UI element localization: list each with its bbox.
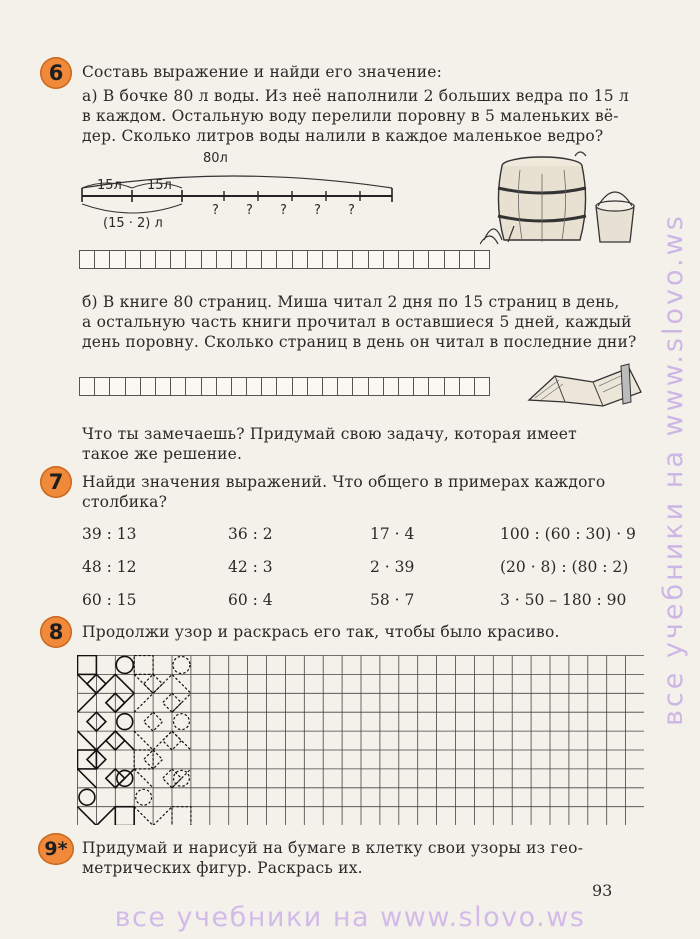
task-6a-line-3: дер. Сколько литров воды налили в каждое маленькое ведро? [82,127,604,145]
expression: 17 · 4 [370,525,415,543]
answer-cell[interactable] [444,377,460,396]
answer-cell[interactable] [201,377,217,396]
bottom-watermark: все учебники на www.slovo.ws [114,902,586,933]
task-8-text: Продолжи узор и раскрась его так, чтобы было красиво. [82,623,560,641]
task-6-question-line-1: Что ты замечаешь? Придумай свою задачу, которая имеет [82,425,577,443]
task-6b-line-3: день поровну. Сколько страниц в день он читал в последние дни? [82,333,637,351]
answer-cell[interactable] [246,250,262,269]
answer-cell[interactable] [383,377,399,396]
answer-cell[interactable] [383,250,399,269]
expression: 58 · 7 [370,591,415,609]
expression: (20 · 8) : (80 : 2) [500,558,629,576]
expression: 2 · 39 [370,558,415,576]
answer-cell[interactable] [140,250,156,269]
diagram-seg2-label: 15л [147,178,172,193]
task-6a-line-1: а) В бочке 80 л воды. Из неё наполнили 2 больших ведра по 15 л [82,87,629,105]
expression: 3 · 50 – 180 : 90 [500,591,627,609]
side-watermark: все учебники на www.slovo.ws [658,213,689,727]
answer-cell[interactable] [337,377,353,396]
answer-cell[interactable] [474,377,490,396]
task-6a-line-2: в каждом. Остальную воду перелили поровну в 5 маленьких вё- [82,107,619,125]
answer-cell[interactable] [428,377,444,396]
expression: 100 : (60 : 30) · 9 [500,525,636,543]
expression: 60 : 15 [82,591,137,609]
answer-cell[interactable] [231,250,247,269]
answer-cell[interactable] [322,377,338,396]
answer-cells-6a[interactable] [80,250,490,269]
task-6-question-line-2: такое же решение. [82,445,243,463]
answer-cell[interactable] [368,250,384,269]
task-7-line-2: столбика? [82,493,168,511]
page-number: 93 [592,881,613,900]
barrel-illustration [480,148,645,253]
answer-cell[interactable] [276,377,292,396]
task-7-badge: 7 [40,466,72,498]
answer-cell[interactable] [94,377,110,396]
answer-cell[interactable] [231,377,247,396]
answer-cell[interactable] [292,377,308,396]
diagram-unknown-2: ? [246,203,253,218]
answer-cell[interactable] [413,377,429,396]
answer-cell[interactable] [413,250,429,269]
expression: 36 : 2 [228,525,273,543]
task-8-badge: 8 [40,616,72,648]
task-9-badge: 9* [38,833,74,865]
answer-cell[interactable] [185,377,201,396]
answer-cell[interactable] [261,250,277,269]
answer-cell[interactable] [474,250,490,269]
answer-cell[interactable] [368,377,384,396]
answer-cell[interactable] [352,250,368,269]
diagram-unknown-3: ? [280,203,287,218]
answer-cell[interactable] [398,250,414,269]
answer-cell[interactable] [337,250,353,269]
answer-cell[interactable] [307,250,323,269]
answer-cell[interactable] [352,377,368,396]
answer-cell[interactable] [216,377,232,396]
expression: 60 : 4 [228,591,273,609]
answer-cell[interactable] [94,250,110,269]
diagram-brace-label: (15 · 2) л [103,216,163,231]
answer-cell[interactable] [125,250,141,269]
answer-cell[interactable] [155,377,171,396]
expression: 39 : 13 [82,525,137,543]
diagram-seg1-label: 15л [97,178,122,193]
diagram-unknown-4: ? [314,203,321,218]
task-6b-line-2: а остальную часть книги прочитал в оставшиеся 5 дней, каждый [82,313,632,331]
answer-cell[interactable] [322,250,338,269]
task-6-badge: 6 [40,57,72,89]
answer-cell[interactable] [170,377,186,396]
expression: 42 : 3 [228,558,273,576]
answer-cell[interactable] [170,250,186,269]
answer-cell[interactable] [261,377,277,396]
task-6b-line-1: б) В книге 80 страниц. Миша читал 2 дня по 15 страниц в день, [82,293,620,311]
answer-cell[interactable] [109,377,125,396]
diagram-total-label: 80л [203,151,228,166]
answer-cell[interactable] [459,377,475,396]
answer-cell[interactable] [398,377,414,396]
answer-cell[interactable] [216,250,232,269]
answer-cell[interactable] [79,377,95,396]
answer-cell[interactable] [246,377,262,396]
answer-cell[interactable] [155,250,171,269]
answer-cell[interactable] [444,250,460,269]
task-9-line-1: Придумай и нарисуй на бумаге в клетку свои узоры из гео- [82,839,584,857]
answer-cell[interactable] [109,250,125,269]
task-6-title: Составь выражение и найди его значение: [82,63,443,81]
answer-cells-6b[interactable] [80,377,490,396]
pattern-grid[interactable] [77,655,644,825]
diagram-unknown-5: ? [348,203,355,218]
answer-cell[interactable] [292,250,308,269]
answer-cell[interactable] [428,250,444,269]
answer-cell[interactable] [459,250,475,269]
answer-cell[interactable] [79,250,95,269]
answer-cell[interactable] [276,250,292,269]
answer-cell[interactable] [201,250,217,269]
expression: 48 : 12 [82,558,137,576]
answer-cell[interactable] [140,377,156,396]
task-9-line-2: метрических фигур. Раскрась их. [82,859,363,877]
diagram-unknown-1: ? [212,203,219,218]
answer-cell[interactable] [185,250,201,269]
answer-cell[interactable] [125,377,141,396]
answer-cell[interactable] [307,377,323,396]
task-7-line-1: Найди значения выражений. Что общего в примерах каждого [82,473,606,491]
book-illustration [525,362,645,412]
